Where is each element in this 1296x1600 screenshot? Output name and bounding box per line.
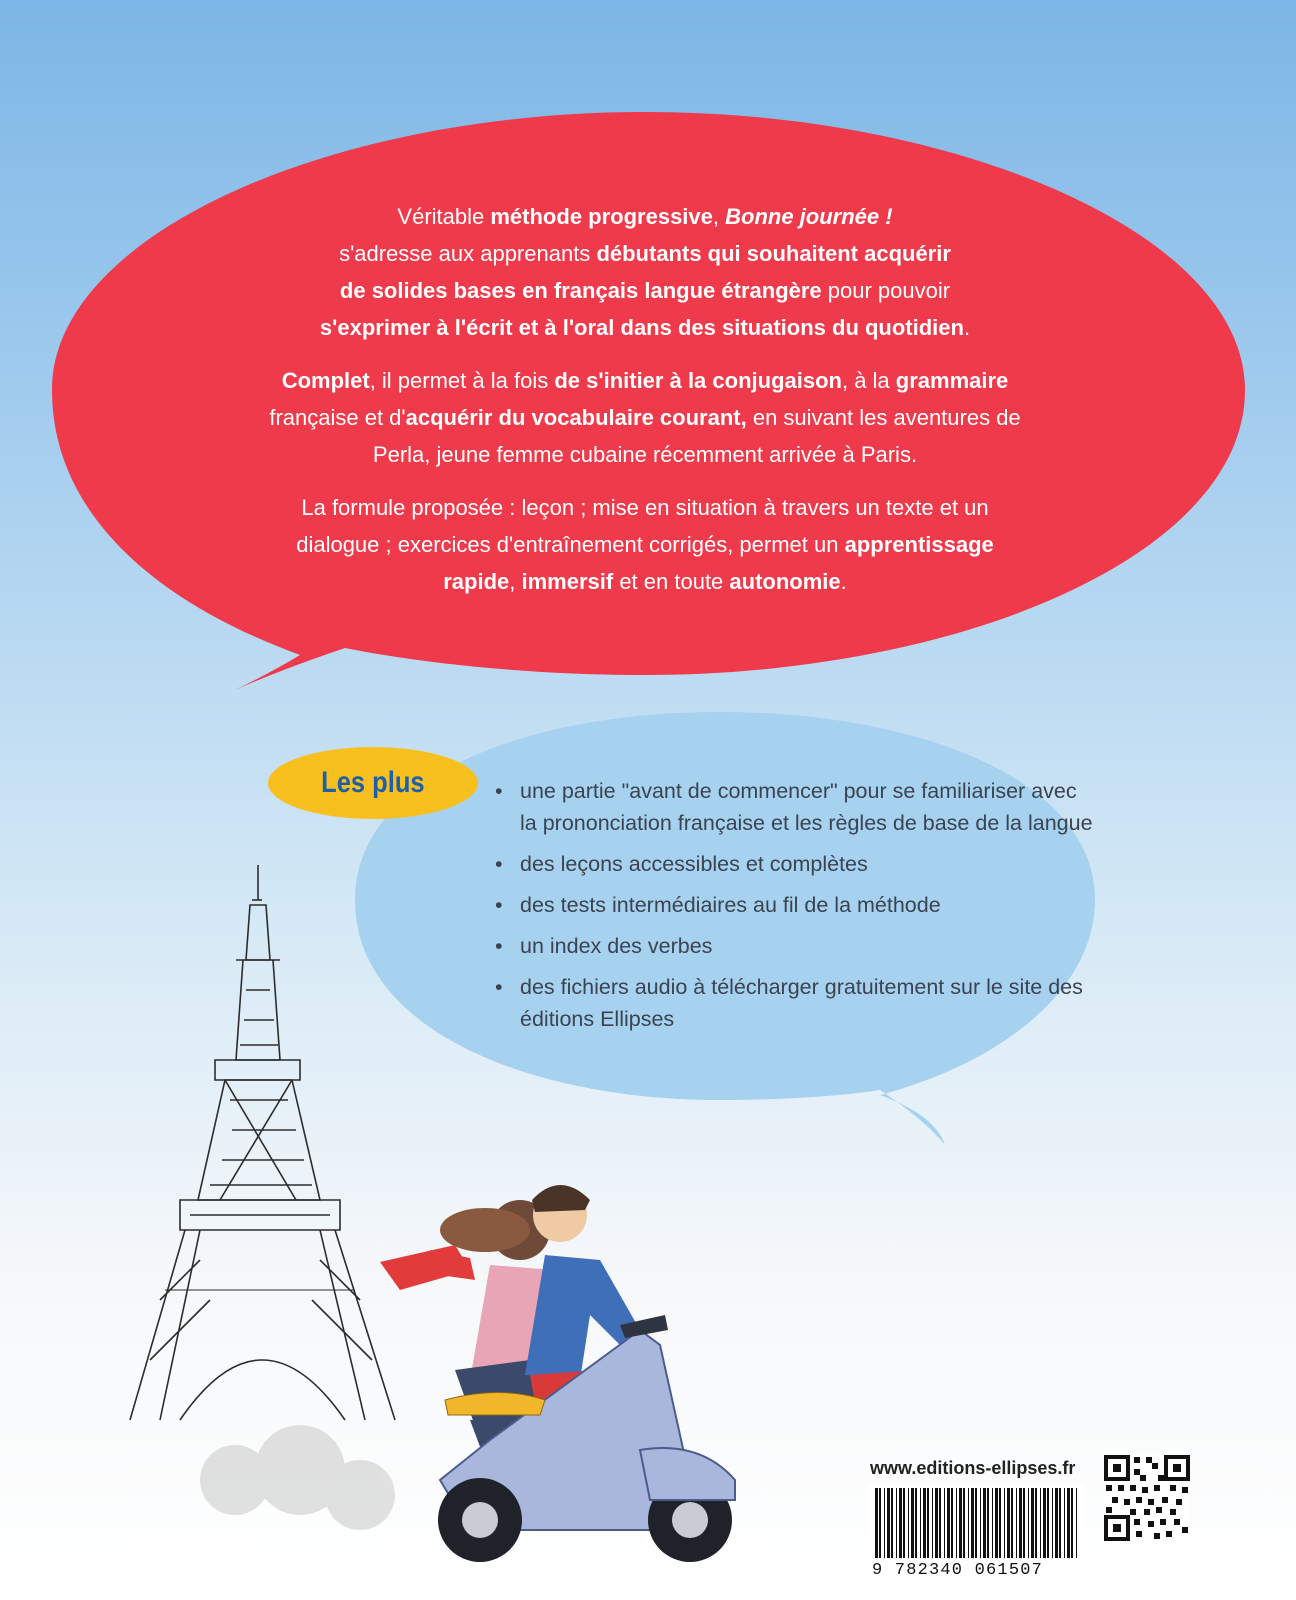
les-plus-badge — [268, 747, 478, 819]
barcode-bar — [1064, 1488, 1065, 1558]
eiffel-tower-illustration — [130, 865, 395, 1420]
barcode-bar — [911, 1488, 914, 1558]
barcode-bar — [1031, 1488, 1034, 1558]
barcode-bar — [903, 1488, 905, 1558]
barcode-bar — [975, 1488, 977, 1558]
description-paragraph — [90, 198, 1200, 346]
description-segment: méthode progressive — [490, 204, 713, 229]
description-segment: pour pouvoir — [821, 278, 951, 303]
barcode-bar — [875, 1488, 878, 1558]
barcode-bar — [887, 1488, 890, 1558]
barcode-bar — [1040, 1488, 1041, 1558]
description-segment: , il permet à la fois — [369, 368, 555, 393]
barcode-bar — [884, 1488, 885, 1558]
barcode-bar — [971, 1488, 974, 1558]
barcode-bar — [947, 1488, 950, 1558]
barcode-bar — [920, 1488, 921, 1558]
description-segment: dialogue ; exercices d'entraînement corrigés, permet un — [296, 532, 845, 557]
isbn-number: 9 782340 061507 — [872, 1561, 1044, 1580]
barcode-bar — [1011, 1488, 1013, 1558]
list-item: • un index des verbes — [495, 930, 1095, 962]
barcode-bar — [1023, 1488, 1025, 1558]
description-segment: de s'initier à la conjugaison — [554, 368, 842, 393]
barcode-bar — [983, 1488, 986, 1558]
description-segment: et en toute — [613, 569, 730, 594]
barcode-bar — [1016, 1488, 1017, 1558]
barcode-bar — [1067, 1488, 1070, 1558]
barcode-bar — [1043, 1488, 1046, 1558]
barcode-bar — [891, 1488, 893, 1558]
features-list — [495, 775, 1095, 1044]
barcode-bars — [867, 1484, 1085, 1562]
barcode-bar — [879, 1488, 881, 1558]
barcode-bar — [944, 1488, 945, 1558]
barcode-bar — [915, 1488, 917, 1558]
barcode-bar — [980, 1488, 981, 1558]
list-item: • des tests intermédiaires au fil de la méthode — [495, 889, 1095, 921]
barcode-bar — [968, 1488, 969, 1558]
barcode-bar — [1071, 1488, 1073, 1558]
barcode-bar — [992, 1488, 993, 1558]
description-segment: Bonne journée ! — [725, 204, 893, 229]
description-segment: La formule proposée : leçon ; mise en situation à travers un texte et un — [301, 495, 989, 520]
publisher-website: www.editions-ellipses.fr — [870, 1458, 1076, 1478]
barcode-bar — [956, 1488, 957, 1558]
description-segment: rapide — [443, 569, 510, 594]
barcode-bar — [896, 1488, 897, 1558]
description-text — [90, 198, 1200, 616]
barcode-bar — [1019, 1488, 1022, 1558]
description-segment: , à la — [841, 368, 896, 393]
barcode-bar — [1055, 1488, 1058, 1558]
barcode-bar — [935, 1488, 938, 1558]
description-segment: apprentissage — [844, 532, 994, 557]
barcode-bar — [959, 1488, 962, 1558]
exhaust-smoke — [200, 1425, 395, 1530]
barcode-bar — [908, 1488, 909, 1558]
barcode-bar — [1059, 1488, 1061, 1558]
description-segment: , — [712, 204, 726, 229]
qr-code — [1104, 1455, 1190, 1541]
description-segment: autonomie — [729, 569, 841, 594]
barcode-bar — [1028, 1488, 1029, 1558]
description-segment: Véritable — [397, 204, 491, 229]
barcode-bar — [1004, 1488, 1005, 1558]
description-segment: . — [963, 315, 971, 340]
list-item: • des fichiers audio à télécharger gratuitement sur le site des éditions Ellipses — [495, 971, 1095, 1035]
description-segment: française et d' — [269, 405, 406, 430]
list-item: • une partie "avant de commencer" pour se familiariser avec la prononciation française et les règles de base de la langue — [495, 775, 1095, 839]
barcode-bar — [963, 1488, 965, 1558]
barcode-bar — [987, 1488, 989, 1558]
description-segment: . — [840, 569, 847, 594]
description-segment: Perla, jeune femme cubaine récemment arrivée à Paris. — [372, 442, 918, 467]
description-segment: grammaire — [895, 368, 1009, 393]
couple-on-scooter-illustration — [380, 1185, 735, 1562]
barcode-bar — [1035, 1488, 1037, 1558]
barcode-bar — [932, 1488, 933, 1558]
barcode-bar — [1076, 1488, 1077, 1558]
barcode-bar — [927, 1488, 929, 1558]
barcode-bar — [951, 1488, 953, 1558]
description-segment: acquérir du vocabulaire courant, — [405, 405, 747, 430]
barcode-bar — [939, 1488, 941, 1558]
barcode-bar — [899, 1488, 902, 1558]
description-segment: immersif — [521, 569, 614, 594]
barcode-bar — [923, 1488, 926, 1558]
les-plus-label: Les plus — [321, 766, 425, 799]
barcode-bar — [1052, 1488, 1053, 1558]
barcode-bar — [1047, 1488, 1049, 1558]
description-paragraph — [90, 489, 1200, 600]
barcode-bar — [999, 1488, 1001, 1558]
description-segment: , — [509, 569, 522, 594]
description-paragraph — [90, 362, 1200, 473]
description-segment: en suivant les aventures de — [746, 405, 1021, 430]
barcode-bar — [995, 1488, 998, 1558]
description-segment: Complet — [281, 368, 370, 393]
description-segment: de solides bases en français langue étrangère — [339, 278, 822, 303]
description-segment: débutants qui souhaitent acquérir — [596, 241, 951, 266]
description-segment: s'adresse aux apprenants — [339, 241, 597, 266]
barcode-bar — [1007, 1488, 1010, 1558]
description-segment: s'exprimer à l'écrit et à l'oral dans des situations du quotidien — [319, 315, 964, 340]
list-item: • des leçons accessibles et complètes — [495, 848, 1095, 880]
